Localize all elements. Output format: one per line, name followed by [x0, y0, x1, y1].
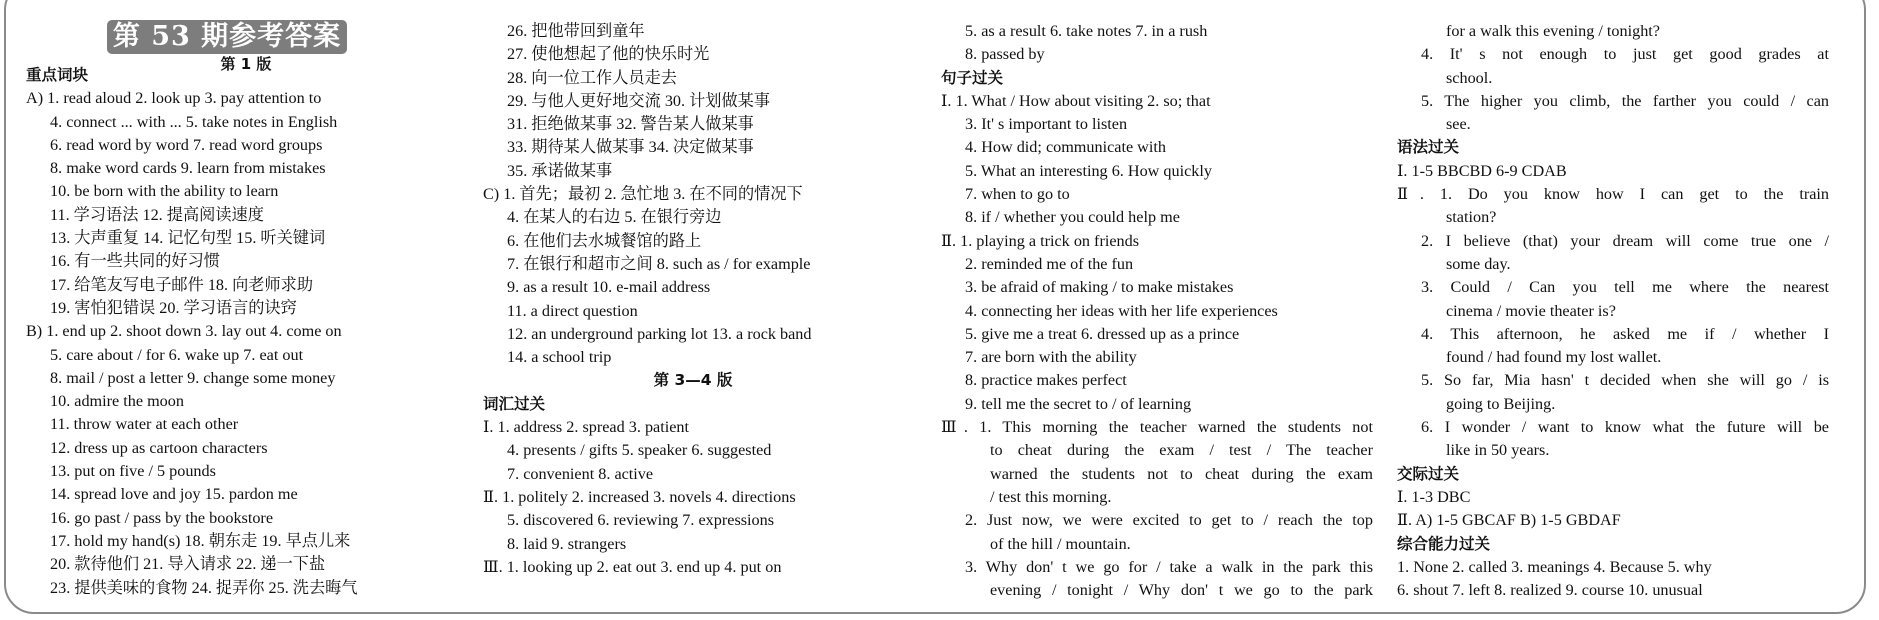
- answer-line: 1. None 2. called 3. meanings 4. Because 5. why: [1397, 557, 1712, 576]
- answer-line: 3. Could / Can you tell me where the nearest: [1421, 278, 1829, 297]
- answer-line: 4. It' s not enough to just get good grades at: [1421, 45, 1829, 64]
- answer-line: 8. mail / post a letter 9. change some money: [50, 368, 336, 387]
- answer-line: 8. practice makes perfect: [965, 371, 1127, 390]
- answer-line: 3. Why don' t we go for / take a walk in the park this: [965, 557, 1373, 576]
- answer-line: 11. throw water at each other: [50, 415, 239, 434]
- answer-line: 8. passed by: [965, 45, 1045, 64]
- answer-line: 20. 款待他们 21. 导入请求 22. 递一下盐: [50, 555, 326, 574]
- answer-line: 17. hold my hand(s) 18. 朝东走 19. 早点儿来: [50, 531, 351, 550]
- answer-line: 4. presents / gifts 5. speaker 6. suggested: [507, 441, 772, 460]
- answer-line: 12. dress up as cartoon characters: [50, 438, 268, 457]
- answer-line: Ⅱ. A) 1-5 GBCAF B) 1-5 GBDAF: [1397, 511, 1621, 530]
- answer-line: 5. The higher you climb, the farther you could / can: [1421, 91, 1829, 110]
- answer-line: 2. I believe (that) your dream will come true one /: [1421, 231, 1829, 250]
- answer-line: some day.: [1446, 254, 1511, 273]
- answer-line: 14. a school trip: [507, 348, 612, 367]
- answer-line: A) 1. read aloud 2. look up 3. pay attention to: [26, 89, 322, 108]
- answer-line: 31. 拒绝做某事 32. 警告某人做某事: [507, 115, 754, 134]
- answer-line: 29. 与他人更好地交流 30. 计划做某事: [507, 91, 771, 110]
- answer-line: Ⅲ. 1. This morning the teacher warned the students not: [941, 418, 1373, 437]
- answer-line: 19. 害怕犯错误 20. 学习语言的诀窍: [50, 298, 297, 317]
- answer-line: 35. 承诺做某事: [507, 161, 613, 180]
- answer-line: 5. care about / for 6. wake up 7. eat out: [50, 345, 304, 364]
- answer-line: 5. give me a treat 6. dressed up as a prince: [965, 324, 1240, 343]
- answer-column-4: [1397, 20, 1829, 602]
- answer-line: 8. if / whether you could help me: [965, 208, 1180, 227]
- answer-line: 10. admire the moon: [50, 392, 184, 411]
- answer-line: 27. 使他想起了他的快乐时光: [507, 45, 710, 64]
- answer-line: 4. connect ... with ... 5. take notes in English: [50, 112, 338, 131]
- section-heading: 第 3—4 版: [653, 371, 733, 390]
- section-heading: 交际过关: [1397, 464, 1460, 483]
- answer-line: 28. 向一位工作人员走去: [507, 68, 677, 87]
- answer-line: 6. shout 7. left 8. realized 9. course 10. unusual: [1397, 581, 1703, 600]
- answer-line: 13. 大声重复 14. 记忆句型 15. 听关键词: [50, 229, 326, 248]
- answer-line: 33. 期待某人做某事 34. 决定做某事: [507, 138, 754, 157]
- answer-line: 23. 提供美味的食物 24. 捉弄你 25. 洗去晦气: [50, 578, 358, 597]
- section-heading: 句子过关: [941, 68, 1004, 87]
- answer-line: 3. It' s important to listen: [965, 115, 1128, 134]
- answer-line: 4. 在某人的右边 5. 在银行旁边: [507, 208, 722, 227]
- answer-column-3: [941, 20, 1373, 602]
- answer-line: 6. I wonder / want to know what the future will be: [1421, 418, 1829, 437]
- answer-line: 7. are born with the ability: [965, 348, 1137, 367]
- answer-line: 7. 在银行和超市之间 8. such as / for example: [507, 254, 811, 273]
- answer-line: 7. convenient 8. active: [507, 464, 654, 483]
- answer-line: station?: [1446, 208, 1497, 227]
- answer-line: 4. This afternoon, he asked me if / whether I: [1421, 324, 1829, 343]
- answer-line: to cheat during the exam / test / The teacher: [990, 441, 1373, 460]
- answer-line: 5. What an interesting 6. How quickly: [965, 161, 1212, 180]
- answer-line: school.: [1446, 68, 1493, 87]
- answer-line: 4. How did; communicate with: [965, 138, 1166, 157]
- answer-line: 14. spread love and joy 15. pardon me: [50, 485, 298, 504]
- answer-line: 16. go past / pass by the bookstore: [50, 508, 274, 527]
- answer-line: evening / tonight / Why don' t we go to the park: [990, 581, 1373, 600]
- answer-line: 8. laid 9. strangers: [507, 534, 627, 553]
- answer-line: of the hill / mountain.: [990, 534, 1131, 553]
- answer-line: Ⅰ. 1. What / How about visiting 2. so; that: [941, 91, 1211, 110]
- answer-line: Ⅰ. 1-3 DBC: [1397, 487, 1471, 506]
- answer-line: 13. put on five / 5 pounds: [50, 462, 216, 481]
- answer-line: like in 50 years.: [1446, 441, 1550, 460]
- answer-line: 3. be afraid of making / to make mistakes: [965, 278, 1234, 297]
- answer-line: see.: [1446, 115, 1471, 134]
- answer-line: going to Beijing.: [1446, 394, 1556, 413]
- answer-line: Ⅲ. 1. looking up 2. eat out 3. end up 4. put on: [483, 557, 782, 576]
- answer-line: 17. 给笔友写电子邮件 18. 向老师求助: [50, 275, 314, 294]
- answer-line: cinema / movie theater is?: [1446, 301, 1616, 320]
- section-heading: 综合能力过关: [1397, 534, 1491, 553]
- answer-line: 9. as a result 10. e-mail address: [507, 278, 711, 297]
- answer-line: Ⅰ. 1. address 2. spread 3. patient: [483, 418, 689, 437]
- answer-line: 5. discovered 6. reviewing 7. expressions: [507, 511, 775, 530]
- answer-line: found / had found my lost wallet.: [1446, 348, 1662, 367]
- answer-column-2: [483, 20, 903, 579]
- answer-line: 2. Just now, we were excited to get to / reach the top: [965, 511, 1373, 530]
- answer-line: / test this morning.: [990, 487, 1112, 506]
- answer-line: Ⅱ. 1. Do you know how I can get to the train: [1397, 185, 1829, 204]
- answer-line: Ⅱ. 1. politely 2. increased 3. novels 4. directions: [483, 487, 796, 506]
- section-heading: 语法过关: [1397, 138, 1460, 157]
- answer-line: B) 1. end up 2. shoot down 3. lay out 4. come on: [26, 322, 342, 341]
- answer-line: 12. an underground parking lot 13. a rock band: [507, 324, 812, 343]
- answer-line: 5. So far, Mia hasn' t decided when she will go / is: [1421, 371, 1829, 390]
- answer-line: 11. a direct question: [507, 301, 638, 320]
- answer-line: for a walk this evening / tonight?: [1446, 22, 1660, 40]
- answer-line: 11. 学习语法 12. 提高阅读速度: [50, 205, 264, 224]
- issue-title-banner: 第 53 期参考答案: [107, 20, 347, 54]
- answer-line: 4. connecting her ideas with her life experiences: [965, 301, 1278, 320]
- answer-line: warned the students not to cheat during the exam: [990, 464, 1373, 483]
- answer-line: C) 1. 首先；最初 2. 急忙地 3. 在不同的情况下: [483, 185, 803, 204]
- answer-line: 16. 有一些共同的好习惯: [50, 252, 220, 271]
- answer-line: Ⅱ. 1. playing a trick on friends: [941, 231, 1140, 250]
- answer-line: 26. 把他带回到童年: [507, 22, 645, 40]
- answer-line: 8. make word cards 9. learn from mistakes: [50, 159, 326, 178]
- answer-column-1: [26, 64, 466, 600]
- answer-line: 9. tell me the secret to / of learning: [965, 394, 1192, 413]
- section-heading: 词汇过关: [483, 394, 546, 413]
- answer-line: 7. when to go to: [965, 185, 1070, 204]
- answer-line: 6. 在他们去水城餐馆的路上: [507, 231, 702, 250]
- answer-line: 5. as a result 6. take notes 7. in a rush: [965, 22, 1208, 40]
- answer-line: 10. be born with the ability to learn: [50, 182, 279, 201]
- answer-line: Ⅰ. 1-5 BBCBD 6-9 CDAB: [1397, 161, 1567, 180]
- edition-heading-1: 第 1 版: [220, 55, 272, 73]
- section-heading: 重点词块: [26, 66, 89, 84]
- answer-line: 6. read word by word 7. read word groups: [50, 135, 323, 154]
- answer-line: 2. reminded me of the fun: [965, 254, 1134, 273]
